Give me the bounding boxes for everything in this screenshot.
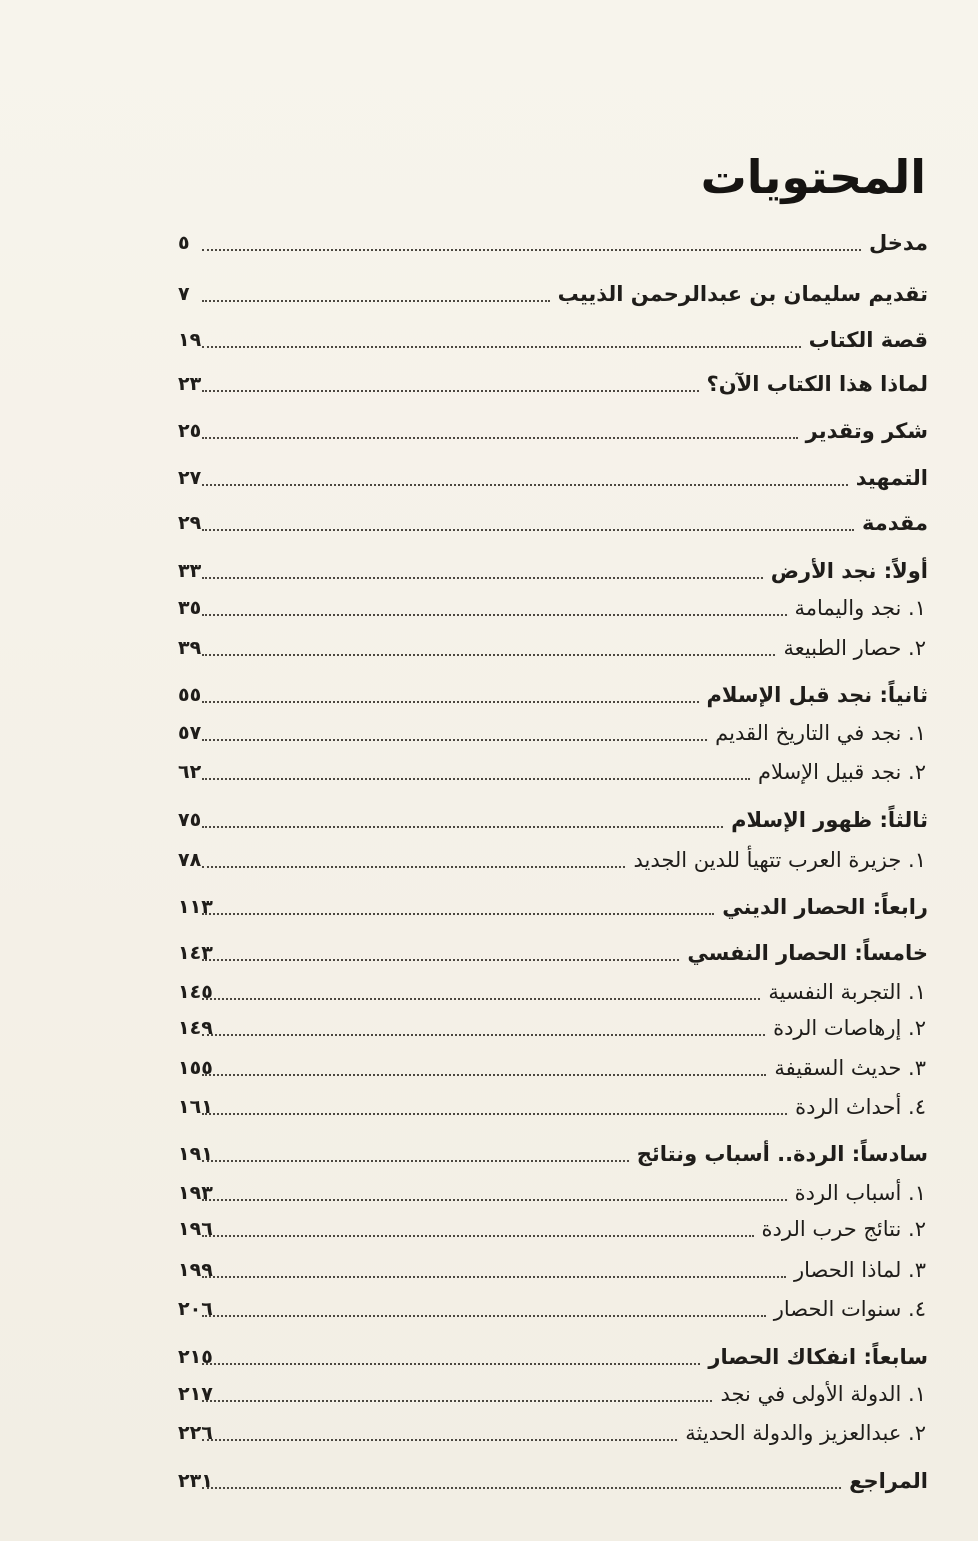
toc-entry-title: سابعاً: انفكاك الحصار bbox=[708, 1345, 928, 1369]
toc-entry bbox=[200, 1212, 928, 1246]
dot-leader bbox=[202, 998, 760, 1000]
toc-entry-title: ثالثاً: ظهور الإسلام bbox=[731, 808, 928, 832]
dot-leader bbox=[202, 1034, 765, 1036]
dot-leader bbox=[202, 529, 854, 531]
dot-leader bbox=[202, 1315, 766, 1317]
toc-entry-title: خامساً: الحصار النفسي bbox=[687, 941, 928, 965]
toc-entry-title: سادساً: الردة.. أسباب ونتائج bbox=[636, 1142, 928, 1166]
toc-page-number: ١٥٥ bbox=[178, 1057, 213, 1079]
toc-page-number: ١٤٣ bbox=[178, 942, 213, 964]
toc-entry-title: ١. جزيرة العرب تتهيأ للدين الجديد bbox=[633, 848, 926, 872]
toc-page-number: ٢٣ bbox=[178, 373, 202, 395]
toc-page-number: ٧ bbox=[178, 283, 190, 305]
toc-entry-title: المراجع bbox=[849, 1469, 928, 1493]
toc-entry-title: ثانياً: نجد قبل الإسلام bbox=[706, 683, 928, 707]
toc-page-number: ١٤٩ bbox=[178, 1017, 213, 1039]
toc-page-number: ٥٥ bbox=[178, 684, 202, 706]
page-title: المحتويات bbox=[700, 150, 926, 204]
dot-leader bbox=[202, 1074, 766, 1076]
toc-entry bbox=[200, 678, 928, 712]
toc-entry bbox=[200, 1090, 928, 1124]
toc-entry bbox=[200, 1253, 928, 1287]
dot-leader bbox=[202, 826, 723, 828]
toc-entry-title: التمهيد bbox=[855, 466, 928, 490]
toc-entry-title: قصة الكتاب bbox=[808, 328, 928, 352]
toc-entry-title: ٣. لماذا الحصار bbox=[794, 1258, 926, 1282]
toc-page-number: ٥ bbox=[178, 232, 190, 254]
toc-entry bbox=[200, 591, 928, 625]
toc-page-number: ١١٣ bbox=[178, 896, 213, 918]
dot-leader bbox=[202, 1276, 786, 1278]
toc-page-number: ٢٢٦ bbox=[178, 1422, 213, 1444]
toc-page-number: ١٩٦ bbox=[178, 1218, 213, 1240]
toc-entry bbox=[200, 554, 928, 588]
toc-entry bbox=[200, 461, 928, 495]
toc-entry bbox=[200, 1292, 928, 1326]
dot-leader bbox=[202, 1363, 700, 1365]
dot-leader bbox=[202, 577, 763, 579]
toc-entry bbox=[200, 843, 928, 877]
toc-entry-title: شكر وتقدير bbox=[805, 419, 928, 443]
toc-entry bbox=[200, 226, 928, 260]
toc-page-number: ٣٩ bbox=[178, 637, 202, 659]
toc-entry bbox=[200, 1464, 928, 1498]
toc-page-number: ٣٣ bbox=[178, 560, 202, 582]
toc-entry bbox=[200, 1137, 928, 1171]
dot-leader bbox=[202, 346, 801, 348]
toc-entry-title: ١. الدولة الأولى في نجد bbox=[720, 1382, 926, 1406]
toc-entry-title: ١. أسباب الردة bbox=[794, 1181, 926, 1205]
toc-entry bbox=[200, 323, 928, 357]
toc-entry-title: ١. نجد واليمامة bbox=[794, 596, 926, 620]
toc-entry bbox=[200, 803, 928, 837]
dot-leader bbox=[202, 739, 707, 741]
toc-entry bbox=[200, 716, 928, 750]
toc-entry bbox=[200, 890, 928, 924]
dot-leader bbox=[202, 390, 699, 392]
toc-entry bbox=[200, 755, 928, 789]
toc-page-number: ٢٩ bbox=[178, 512, 202, 534]
toc-entry-title: لماذا هذا الكتاب الآن؟ bbox=[706, 372, 928, 396]
toc-entry bbox=[200, 1051, 928, 1085]
toc-page-number: ٢٧ bbox=[178, 467, 202, 489]
toc-entry-title: أولاً: نجد الأرض bbox=[770, 559, 928, 583]
toc-entry-title: ١. التجربة النفسية bbox=[768, 980, 926, 1004]
toc-entry-title: مقدمة bbox=[862, 511, 928, 535]
dot-leader bbox=[202, 1199, 787, 1201]
dot-leader bbox=[202, 300, 550, 302]
toc-entry-title: مدخل bbox=[868, 231, 928, 255]
toc-page-number: ٢٠٦ bbox=[178, 1298, 213, 1320]
toc-entry bbox=[200, 506, 928, 540]
toc-page-number: ٦٢ bbox=[178, 761, 202, 783]
toc-page-number: ٥٧ bbox=[178, 722, 202, 744]
dot-leader bbox=[202, 249, 861, 251]
dot-leader bbox=[202, 701, 699, 703]
dot-leader bbox=[202, 959, 679, 961]
toc-entry-title: تقديم سليمان بن عبدالرحمن الذييب bbox=[557, 282, 928, 306]
dot-leader bbox=[202, 1235, 754, 1237]
toc-page-number: ١٩٩ bbox=[178, 1259, 213, 1281]
toc-entry bbox=[200, 367, 928, 401]
toc-entry-title: ١. نجد في التاريخ القديم bbox=[715, 721, 926, 745]
toc-entry-title: ٢. حصار الطبيعة bbox=[783, 636, 926, 660]
toc-entry bbox=[200, 277, 928, 311]
toc-page-number: ٢١٧ bbox=[178, 1383, 213, 1405]
toc-page-number: ٣٥ bbox=[178, 597, 202, 619]
dot-leader bbox=[202, 1160, 629, 1162]
toc-entry-title: ٣. حديث السقيفة bbox=[774, 1056, 926, 1080]
toc-entry bbox=[200, 975, 928, 1009]
toc-entry bbox=[200, 1011, 928, 1045]
toc-entry bbox=[200, 936, 928, 970]
dot-leader bbox=[202, 1400, 712, 1402]
dot-leader bbox=[202, 1113, 787, 1115]
toc-page-number: ٢١٥ bbox=[178, 1346, 213, 1368]
dot-leader bbox=[202, 1487, 841, 1489]
toc-entry bbox=[200, 1416, 928, 1450]
toc-entry bbox=[200, 631, 928, 665]
dot-leader bbox=[202, 866, 625, 868]
toc-page-number: ١٤٥ bbox=[178, 981, 213, 1003]
toc-entry bbox=[200, 1340, 928, 1374]
toc-entry-title: رابعاً: الحصار الديني bbox=[722, 895, 928, 919]
toc-page-number: ١٩ bbox=[178, 329, 202, 351]
dot-leader bbox=[202, 913, 714, 915]
dot-leader bbox=[202, 484, 848, 486]
toc-entry-title: ٢. إرهاصات الردة bbox=[773, 1016, 926, 1040]
toc-entry-title: ٤. سنوات الحصار bbox=[773, 1297, 926, 1321]
toc-page-number: ١٦١ bbox=[178, 1096, 213, 1118]
dot-leader bbox=[202, 1439, 677, 1441]
toc-entry-title: ٢. نجد قبيل الإسلام bbox=[758, 760, 926, 784]
toc-entry bbox=[200, 1176, 928, 1210]
toc-entry bbox=[200, 414, 928, 448]
toc-page-number: ٢٣١ bbox=[178, 1470, 213, 1492]
toc-page-number: ٧٥ bbox=[178, 809, 202, 831]
toc-entry-title: ٢. عبدالعزيز والدولة الحديثة bbox=[685, 1421, 926, 1445]
toc-page-number: ١٩٣ bbox=[178, 1182, 213, 1204]
toc-entry-title: ٢. نتائج حرب الردة bbox=[761, 1217, 926, 1241]
dot-leader bbox=[202, 778, 750, 780]
dot-leader bbox=[202, 654, 775, 656]
toc-page-number: ١٩١ bbox=[178, 1143, 213, 1165]
toc-page-number: ٧٨ bbox=[178, 849, 202, 871]
dot-leader bbox=[202, 614, 787, 616]
toc-page-number: ٢٥ bbox=[178, 420, 202, 442]
toc-entry-title: ٤. أحداث الردة bbox=[795, 1095, 926, 1119]
toc-entry bbox=[200, 1377, 928, 1411]
dot-leader bbox=[202, 437, 798, 439]
